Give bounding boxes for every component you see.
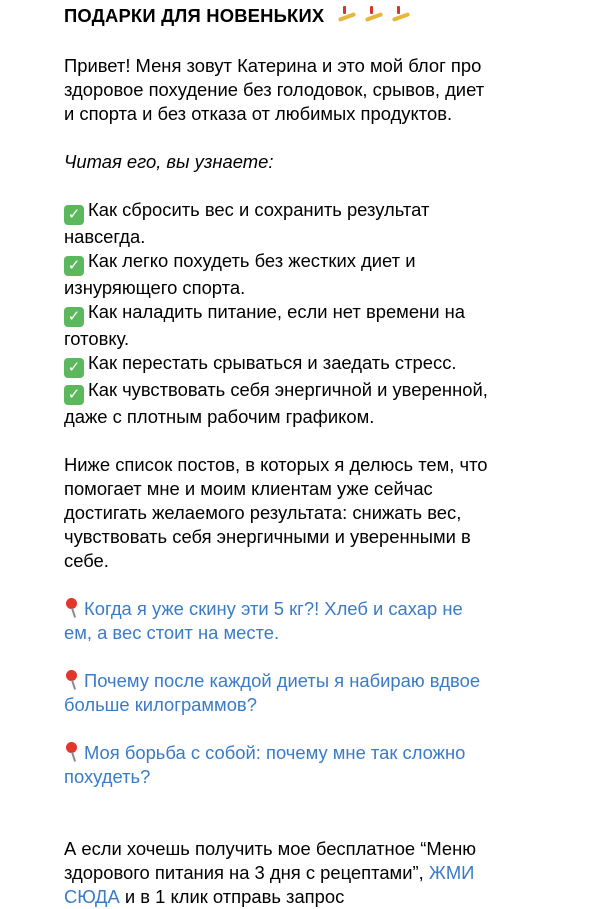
benefit-item [64, 351, 552, 378]
posts-intro-line: себе. [64, 550, 109, 571]
benefit-item [64, 378, 552, 429]
intro-paragraph [64, 54, 552, 126]
intro-line: и спорта и без отказа от любимых продуктов. [64, 103, 453, 124]
benefit-text: Как наладить питание, если нет времени на [88, 301, 465, 322]
benefit-text: Как легко похудеть без жестких диет и [88, 250, 416, 271]
check-mark-icon: ✓ [64, 385, 84, 405]
cta-line: и в 1 клик отправь запрос [119, 886, 345, 907]
check-mark-icon: ✓ [64, 307, 84, 327]
benefit-item [64, 198, 552, 249]
sparkler-icon [363, 6, 385, 24]
post-link-3[interactable]: Моя борьба с собой: почему мне так сложно [84, 742, 466, 763]
check-mark-icon: ✓ [64, 358, 84, 378]
posts-intro-line: чувствовать себя энергичными и уверенными в [64, 526, 471, 547]
post-title [64, 4, 552, 30]
cta-line: здорового питания на 3 дня с рецептами”, [64, 862, 424, 883]
pushpin-icon [64, 742, 78, 762]
posts-intro-line: помогает мне и моим клиентам уже сейчас [64, 478, 433, 499]
benefit-item [64, 300, 552, 351]
post-link-item [64, 597, 552, 645]
cta-link[interactable]: ЖМИ [428, 862, 475, 883]
benefit-text: Как сбросить вес и сохранить результат [88, 199, 430, 220]
post-link-3-cont[interactable]: похудеть? [64, 766, 151, 787]
benefit-item [64, 249, 552, 300]
post-title-text: ПОДАРКИ ДЛЯ НОВЕНЬКИХ [64, 5, 325, 26]
cta-line: А если хочешь получить мое бесплатное “Меню [64, 838, 477, 859]
benefit-text-cont: изнуряющего спорта. [64, 277, 246, 298]
sparkler-icon [336, 6, 358, 24]
check-mark-icon: ✓ [64, 205, 84, 225]
reading-label: Читая его, вы узнаете: [64, 151, 274, 172]
intro-line: Привет! Меня зовут Катерина и это мой блог про [64, 55, 482, 76]
benefit-text-cont: готовку. [64, 328, 130, 349]
posts-intro-line: достигать желаемого результата: снижать вес, [64, 502, 462, 523]
benefit-text: Как чувствовать себя энергичной и уверенной, [88, 379, 488, 400]
title-decoration [336, 6, 413, 30]
post-link-item [64, 669, 552, 717]
benefit-text-cont: даже с плотным рабочим графиком. [64, 406, 375, 427]
sparkler-icon [390, 6, 412, 24]
posts-intro-paragraph [64, 453, 552, 573]
post-link-2[interactable]: Почему после каждой диеты я набираю вдвое [84, 670, 481, 691]
benefit-text-cont: навсегда. [64, 226, 146, 247]
pushpin-icon [64, 670, 78, 690]
post-link-2-cont[interactable]: больше килограммов? [64, 694, 257, 715]
benefit-text: Как перестать срываться и заедать стресс. [88, 352, 457, 373]
benefits-list [64, 198, 552, 429]
cta-paragraph [64, 837, 552, 909]
post-link-item [64, 741, 552, 789]
post-link-1[interactable]: Когда я уже скину эти 5 кг?! Хлеб и сахар не [84, 598, 463, 619]
pushpin-icon [64, 598, 78, 618]
check-mark-icon: ✓ [64, 256, 84, 276]
cta-link-cont[interactable]: СЮДА [64, 886, 120, 907]
post-link-1-cont[interactable]: ем, а вес стоит на месте. [64, 622, 280, 643]
posts-intro-line: Ниже список постов, в которых я делюсь тем, что [64, 454, 488, 475]
intro-line: здоровое похудение без голодовок, срывов, диет [64, 79, 485, 100]
